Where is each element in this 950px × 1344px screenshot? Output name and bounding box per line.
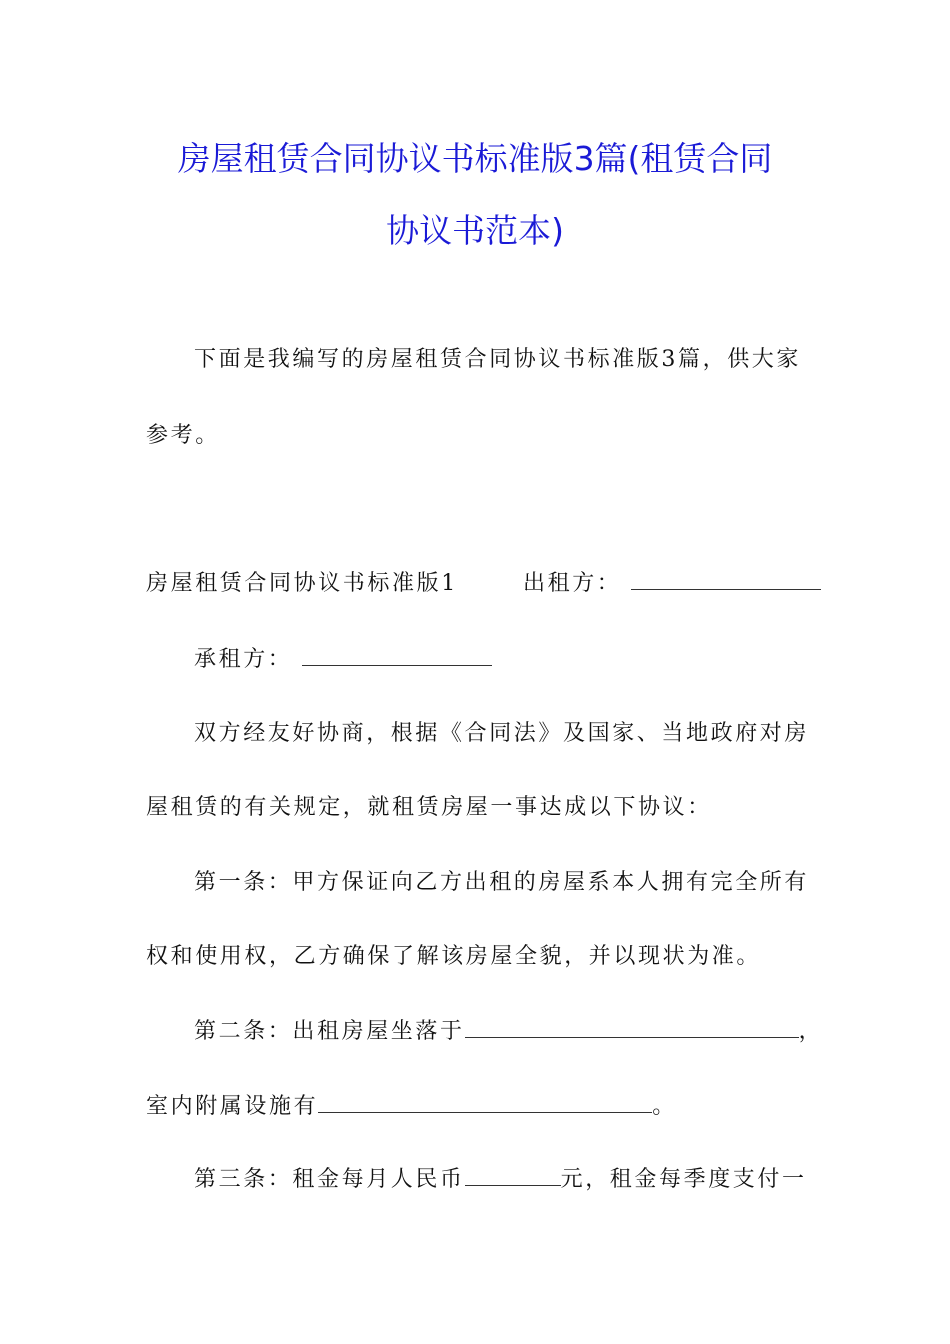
paragraph-1-line-1: 双方经友好协商，根据《合同法》及国家、当地政府对房 <box>194 721 810 746</box>
document-title-line-1: 房屋租赁合同协议书标准版3篇(租赁合同 <box>177 139 773 178</box>
article-2-text: 第二条：出租房屋坐落于 <box>194 1019 465 1044</box>
lessor-label: 出租方： <box>523 571 622 596</box>
article-2-facilities-text: 室内附属设施有 <box>146 1094 319 1119</box>
article-3-text-a: 第三条：租金每月人民币 <box>194 1167 465 1192</box>
intro-line-2: 参考。 <box>146 423 220 448</box>
article-3-text-b: 元，租金每季度支付一 <box>560 1167 807 1192</box>
rent-amount-blank <box>465 1165 561 1186</box>
lessee-label: 承租方： <box>194 647 293 672</box>
lessor-blank <box>631 569 821 590</box>
lessee-blank <box>302 645 492 666</box>
address-blank <box>465 1017 799 1038</box>
article-3-line-1 <box>194 1165 807 1195</box>
document-title-line-2: 协议书范本) <box>386 211 564 250</box>
article-2-line-1 <box>194 1017 823 1047</box>
intro-line-1: 下面是我编写的房屋租赁合同协议书标准版3篇，供大家 <box>194 347 801 372</box>
section-1-heading: 房屋租赁合同协议书标准版1 <box>146 571 458 596</box>
article-2-period: 。 <box>652 1094 677 1119</box>
lessee-row <box>194 645 492 675</box>
section-1-heading-row <box>146 569 821 599</box>
facilities-blank <box>318 1092 652 1113</box>
article-1-line-2: 权和使用权，乙方确保了解该房屋全貌，并以现状为准。 <box>146 944 762 969</box>
article-1-line-1: 第一条：甲方保证向乙方出租的房屋系本人拥有完全所有 <box>194 870 810 895</box>
paragraph-1-line-2: 屋租赁的有关规定，就租赁房屋一事达成以下协议： <box>146 795 712 820</box>
article-2-comma: ， <box>798 1019 824 1044</box>
article-2-line-2 <box>146 1092 677 1122</box>
